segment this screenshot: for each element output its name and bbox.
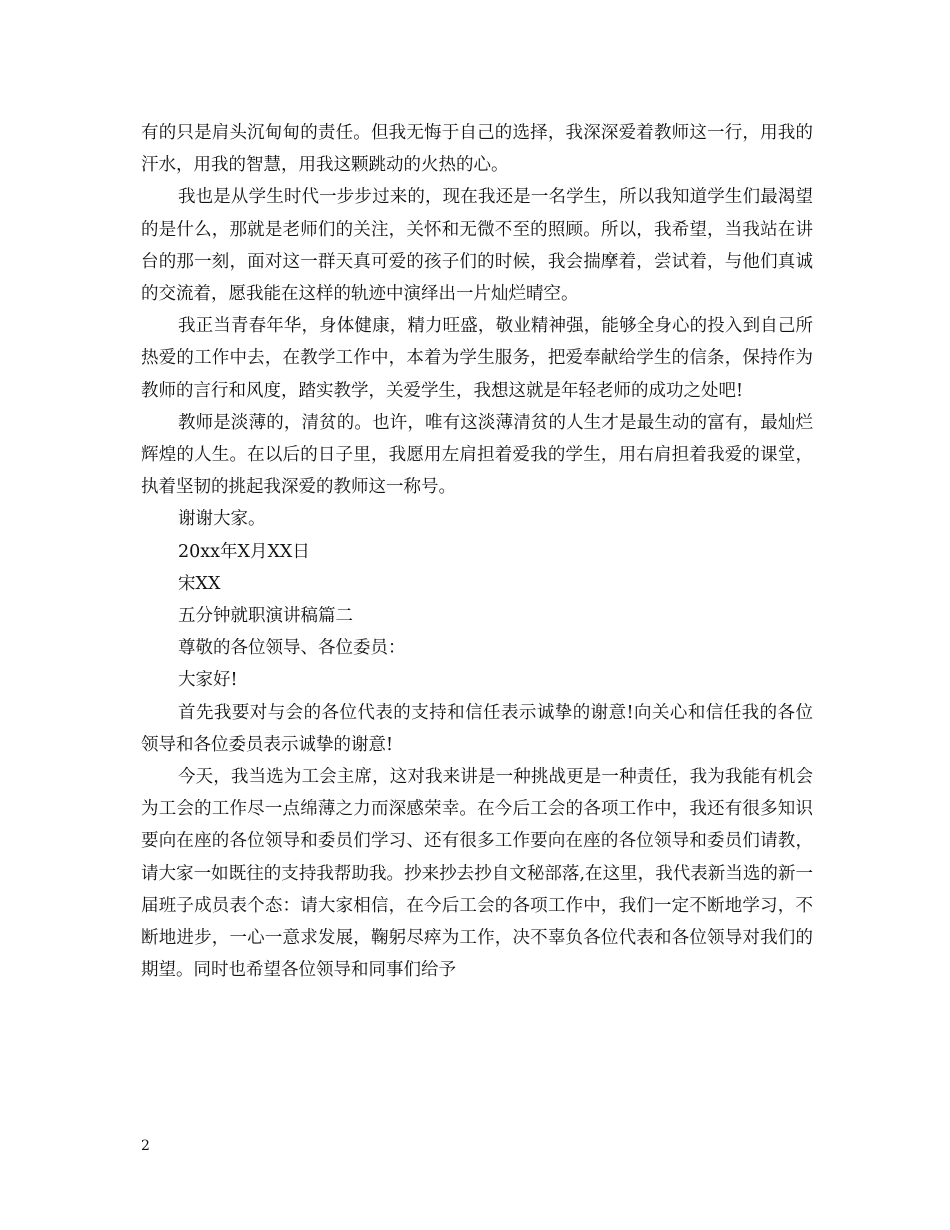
closing-thanks: 谢谢大家。 <box>178 509 266 530</box>
paragraph: 今天，我当选为工会主席，这对我来讲是一种挑战更是一种责任，我为我能有机会为工会的工作尽一点绵薄之力而深感荣幸。在今后工会的各项工作中，我还有很多知识要向在座的各位领导和委员们学习、还有很多工作要向在座的各位领导和委员们请教，请大家一如既往的支持我帮助我。抄来抄去抄自文秘部落,在这里，我代表新当选的新一届班子成员表个态：请大家相信，在今后工会的各项工作中，我们一定不断地学习，不断地进步，一心一意求发展，鞠躬尽瘁为工作，决不辜负各位代表和各位领导对我们的期望。同时也希望各位领导和同事们给予 <box>141 767 813 981</box>
paragraph: 我正当青春年华，身体健康，精力旺盛，敬业精神强，能够全身心的投入到自己所热爱的工作中去，在教学工作中，本着为学生服务，把爱奉献给学生的信条，保持作为教师的言行和风度，踏实教学，关爱学生，我想这就是年轻老师的成功之处吧! <box>141 316 813 401</box>
page-number: 2 <box>141 1138 150 1154</box>
section-heading: 五分钟就职演讲稿篇二 <box>178 606 353 627</box>
greeting: 大家好! <box>178 670 238 691</box>
signature-name: 宋XX <box>178 573 221 594</box>
paragraph: 我也是从学生时代一步步过来的，现在我还是一名学生，所以我知道学生们最渴望的是什么，那就是老师们的关注，关怀和无微不至的照顾。所以，我希望，当我站在讲台的那一刻，面对这一群天真可爱的孩子们的时候，我会揣摩着，尝试着，与他们真诚的交流着，愿我能在这样的轨迹中演绎出一片灿烂晴空。 <box>141 187 813 305</box>
document-body <box>141 117 813 986</box>
date-line: 20xx年X月XX日 <box>178 541 310 562</box>
paragraph: 教师是淡薄的，清贫的。也许，唯有这淡薄清贫的人生才是最生动的富有，最灿烂辉煌的人生。在以后的日子里，我愿用左肩担着爱我的学生，用右肩担着我爱的课堂，执着坚韧的挑起我深爱的教师这一称号。 <box>141 412 813 498</box>
salutation: 尊敬的各位领导、各位委员： <box>178 638 406 659</box>
paragraph: 首先我要对与会的各位代表的支持和信任表示诚挚的谢意!向关心和信任我的各位领导和各位委员表示诚挚的谢意! <box>141 702 813 755</box>
paragraph-continued: 有的只是肩头沉甸甸的责任。但我无悔于自己的选择，我深深爱着教师这一行，用我的汗水，用我的智慧，用我这颗跳动的火热的心。 <box>141 123 813 176</box>
